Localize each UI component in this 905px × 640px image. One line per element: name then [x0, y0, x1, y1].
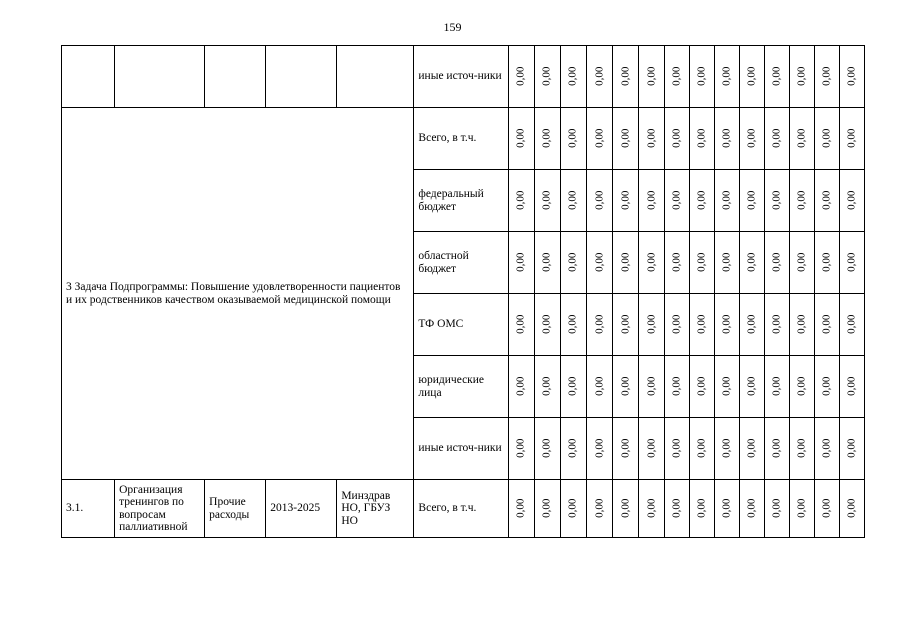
value-cell: 0,00 — [618, 252, 631, 273]
value-cell: 0,00 — [745, 190, 758, 211]
value-cell: 0,00 — [770, 252, 783, 273]
value-cell: 0,00 — [795, 128, 808, 149]
value-cell: 0,00 — [720, 252, 733, 273]
value-cell: 0,00 — [745, 314, 758, 335]
value-cell: 0,00 — [592, 438, 605, 459]
value-cell: 0,00 — [845, 438, 858, 459]
value-cell: 0,00 — [795, 66, 808, 87]
value-cell: 0,00 — [566, 252, 579, 273]
value-cell: 0,00 — [820, 314, 833, 335]
value-cell: 0,00 — [618, 376, 631, 397]
value-cell: 0,00 — [592, 128, 605, 149]
value-cell: 0,00 — [720, 376, 733, 397]
value-cell: 0,00 — [514, 498, 527, 519]
value-cell: 0,00 — [670, 376, 683, 397]
value-cell: 0,00 — [695, 314, 708, 335]
table-row — [62, 480, 865, 538]
value-cell: 0,00 — [540, 314, 553, 335]
value-cell: 0,00 — [644, 498, 657, 519]
table-row — [62, 46, 865, 108]
value-cell: 0,00 — [644, 128, 657, 149]
funding-source-cell: юридические лица — [414, 356, 508, 418]
value-cell: 0,00 — [514, 438, 527, 459]
value-cell: 0,00 — [540, 190, 553, 211]
value-cell: 0,00 — [670, 128, 683, 149]
value-cell: 0,00 — [695, 438, 708, 459]
task-title-cell: 3 Задача Подпрограммы: Повышение удовлетворенности пациентов и их родственников качеством оказываемой медицинской помощи — [62, 108, 414, 480]
value-cell: 0,00 — [695, 252, 708, 273]
value-cell: 0,00 — [644, 314, 657, 335]
value-cell: 0,00 — [566, 128, 579, 149]
value-cell: 0,00 — [670, 66, 683, 87]
value-cell: 0,00 — [770, 438, 783, 459]
funding-source-cell: Всего, в т.ч. — [414, 480, 508, 538]
value-cell: 0,00 — [745, 252, 758, 273]
funding-source-cell: иные источ-ники — [414, 46, 508, 108]
value-cell: 0,00 — [540, 438, 553, 459]
value-cell: 0,00 — [820, 376, 833, 397]
value-cell: 0,00 — [618, 438, 631, 459]
value-cell: 0,00 — [695, 376, 708, 397]
value-cell: 0,00 — [670, 190, 683, 211]
value-cell: 0,00 — [644, 252, 657, 273]
value-cell: 0,00 — [845, 190, 858, 211]
value-cell: 0,00 — [670, 498, 683, 519]
budget-table — [61, 45, 865, 538]
value-cell: 0,00 — [644, 66, 657, 87]
value-cell: 0,00 — [820, 498, 833, 519]
value-cell: 0,00 — [618, 66, 631, 87]
value-cell: 0,00 — [720, 190, 733, 211]
value-cell: 0,00 — [745, 498, 758, 519]
value-cell: 0,00 — [820, 438, 833, 459]
page-number: 159 — [443, 20, 462, 34]
value-cell: 0,00 — [845, 66, 858, 87]
value-cell: 0,00 — [592, 252, 605, 273]
value-cell: 0,00 — [820, 190, 833, 211]
value-cell: 0,00 — [770, 66, 783, 87]
value-cell: 0,00 — [770, 128, 783, 149]
empty-cell — [115, 46, 205, 108]
value-cell: 0,00 — [670, 314, 683, 335]
value-cell: 0,00 — [540, 376, 553, 397]
value-cell: 0,00 — [845, 498, 858, 519]
empty-cell — [205, 46, 266, 108]
value-cell: 0,00 — [618, 314, 631, 335]
funding-source-cell: иные источ-ники — [414, 418, 508, 480]
activity-name-cell: Организация тренингов по вопросам паллиативной — [115, 480, 205, 538]
funding-source-cell: областной бюджет — [414, 232, 508, 294]
value-cell: 0,00 — [566, 438, 579, 459]
value-cell: 0,00 — [592, 314, 605, 335]
value-cell: 0,00 — [770, 190, 783, 211]
value-cell: 0,00 — [592, 66, 605, 87]
value-cell: 0,00 — [566, 66, 579, 87]
funding-source-cell: Всего, в т.ч. — [414, 108, 508, 170]
funding-source-cell: федеральный бюджет — [414, 170, 508, 232]
value-cell: 0,00 — [795, 252, 808, 273]
value-cell: 0,00 — [514, 252, 527, 273]
value-cell: 0,00 — [644, 438, 657, 459]
value-cell: 0,00 — [745, 438, 758, 459]
value-cell: 0,00 — [770, 314, 783, 335]
expense-type-cell: Прочие расходы — [205, 480, 266, 538]
empty-cell — [337, 46, 414, 108]
value-cell: 0,00 — [514, 314, 527, 335]
value-cell: 0,00 — [644, 190, 657, 211]
value-cell: 0,00 — [695, 66, 708, 87]
value-cell: 0,00 — [592, 498, 605, 519]
empty-cell — [266, 46, 337, 108]
value-cell: 0,00 — [720, 498, 733, 519]
value-cell: 0,00 — [540, 128, 553, 149]
value-cell: 0,00 — [720, 438, 733, 459]
value-cell: 0,00 — [592, 376, 605, 397]
value-cell: 0,00 — [514, 376, 527, 397]
value-cell: 0,00 — [566, 376, 579, 397]
value-cell: 0,00 — [720, 66, 733, 87]
value-cell: 0,00 — [514, 190, 527, 211]
value-cell: 0,00 — [845, 252, 858, 273]
value-cell: 0,00 — [618, 498, 631, 519]
value-cell: 0,00 — [566, 498, 579, 519]
value-cell: 0,00 — [695, 498, 708, 519]
value-cell: 0,00 — [820, 128, 833, 149]
value-cell: 0,00 — [795, 498, 808, 519]
period-cell: 2013-2025 — [266, 480, 337, 538]
value-cell: 0,00 — [745, 128, 758, 149]
value-cell: 0,00 — [618, 128, 631, 149]
value-cell: 0,00 — [540, 498, 553, 519]
activity-number-cell: 3.1. — [62, 480, 115, 538]
value-cell: 0,00 — [514, 66, 527, 87]
value-cell: 0,00 — [566, 314, 579, 335]
empty-cell — [62, 46, 115, 108]
value-cell: 0,00 — [592, 190, 605, 211]
value-cell: 0,00 — [720, 314, 733, 335]
executors-cell: Минздрав НО, ГБУЗ НО — [337, 480, 414, 538]
value-cell: 0,00 — [745, 66, 758, 87]
value-cell: 0,00 — [745, 376, 758, 397]
value-cell: 0,00 — [845, 314, 858, 335]
value-cell: 0,00 — [845, 128, 858, 149]
value-cell: 0,00 — [795, 314, 808, 335]
value-cell: 0,00 — [566, 190, 579, 211]
value-cell: 0,00 — [795, 438, 808, 459]
value-cell: 0,00 — [670, 438, 683, 459]
table-row — [62, 108, 865, 170]
value-cell: 0,00 — [795, 376, 808, 397]
value-cell: 0,00 — [670, 252, 683, 273]
value-cell: 0,00 — [820, 66, 833, 87]
value-cell: 0,00 — [644, 376, 657, 397]
value-cell: 0,00 — [770, 376, 783, 397]
value-cell: 0,00 — [770, 498, 783, 519]
value-cell: 0,00 — [695, 128, 708, 149]
value-cell: 0,00 — [618, 190, 631, 211]
value-cell: 0,00 — [720, 128, 733, 149]
value-cell: 0,00 — [540, 66, 553, 87]
value-cell: 0,00 — [795, 190, 808, 211]
value-cell: 0,00 — [540, 252, 553, 273]
value-cell: 0,00 — [820, 252, 833, 273]
value-cell: 0,00 — [845, 376, 858, 397]
value-cell: 0,00 — [695, 190, 708, 211]
funding-source-cell: ТФ ОМС — [414, 294, 508, 356]
value-cell: 0,00 — [514, 128, 527, 149]
